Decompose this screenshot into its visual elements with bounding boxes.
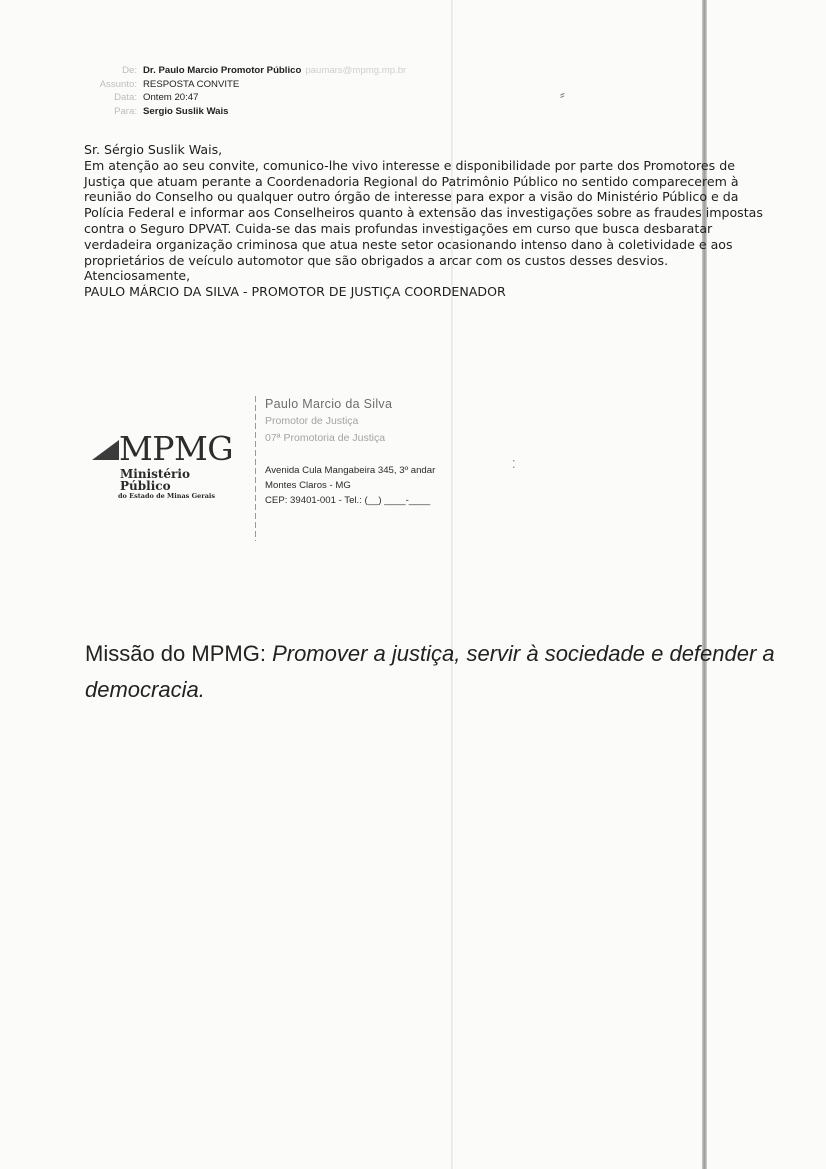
mission-label: Missão do MPMG:	[85, 641, 266, 666]
scan-mark: ⁚	[512, 458, 516, 471]
signature-title: Promotor de Justiça	[265, 415, 359, 427]
letter-greeting: Sr. Sérgio Suslik Wais,	[84, 142, 223, 157]
to-row	[85, 105, 465, 119]
signature-office: 07ª Promotoria de Justiça	[265, 432, 386, 444]
signature-address: Avenida Cula Mangabeira 345, 3º andar	[265, 465, 436, 476]
logo-wordmark: MPMG	[119, 429, 234, 468]
from-email: paumars@mpmg.mp.br	[305, 65, 407, 76]
subject-value: RESPOSTA CONVITE	[143, 78, 240, 90]
from-label: De:	[122, 65, 137, 76]
email-header	[85, 64, 465, 118]
signature-cep: CEP: 39401-001 - Tel.: (__) ____-____	[265, 495, 431, 506]
signature-block	[265, 396, 435, 508]
to-label: Para:	[114, 105, 137, 117]
mission-statement	[85, 636, 775, 708]
letter-closing: Atenciosamente,	[84, 268, 191, 284]
from-row	[85, 64, 465, 78]
signature-city: Montes Claros - MG	[265, 480, 351, 491]
date-label: Data:	[114, 92, 137, 103]
to-name: Sergio Suslik Wais	[143, 105, 229, 117]
signature-name: Paulo Marcio da Silva	[265, 397, 393, 411]
subject-row	[85, 78, 465, 92]
logo-state: do Estado de Minas Gerais	[118, 492, 216, 500]
logo-triangle-icon	[92, 440, 119, 460]
subject-label: Assunto:	[99, 78, 137, 90]
date-value: Ontem 20:47	[143, 92, 199, 103]
mission-text: Promover a justiça, servir à sociedade e defender a democracia.	[85, 641, 775, 702]
letter-paragraph: Em atenção ao seu convite, comunico-lhe vivo interesse e disponibilidade por parte dos Promotores de Justiça que atuam perante a Coordenadoria Regional do Patrimônio Público no sentido comparecerem à reunião do Conselho ou qualquer outro órgão de interesse para expor a visão do Ministério Público e da Polícia Federal e informar aos Conselheiros quanto à extensão das investigações sobre as fraudes impostas contra o Seguro DPVAT. Cuida-se das mais profundas investigações em curso que busca desbaratar verdadeira organização criminosa que atua neste setor ocasionando intenso dano à coletividade e aos proprietários de veículo automotor que são obrigados a arcar com os custos desses desvios.	[84, 157, 763, 268]
logo-subtitle: Ministério Público	[120, 467, 190, 493]
scan-mark: ⸗	[560, 87, 565, 103]
letter-body	[84, 142, 774, 300]
date-row	[85, 91, 465, 105]
from-name: Dr. Paulo Marcio Promotor Público	[143, 65, 302, 76]
mpmg-logo	[92, 430, 242, 501]
letter-signature: PAULO MÁRCIO DA SILVA - PROMOTOR DE JUSTIÇA COORDENADOR	[84, 284, 506, 300]
signature-divider	[255, 396, 256, 541]
